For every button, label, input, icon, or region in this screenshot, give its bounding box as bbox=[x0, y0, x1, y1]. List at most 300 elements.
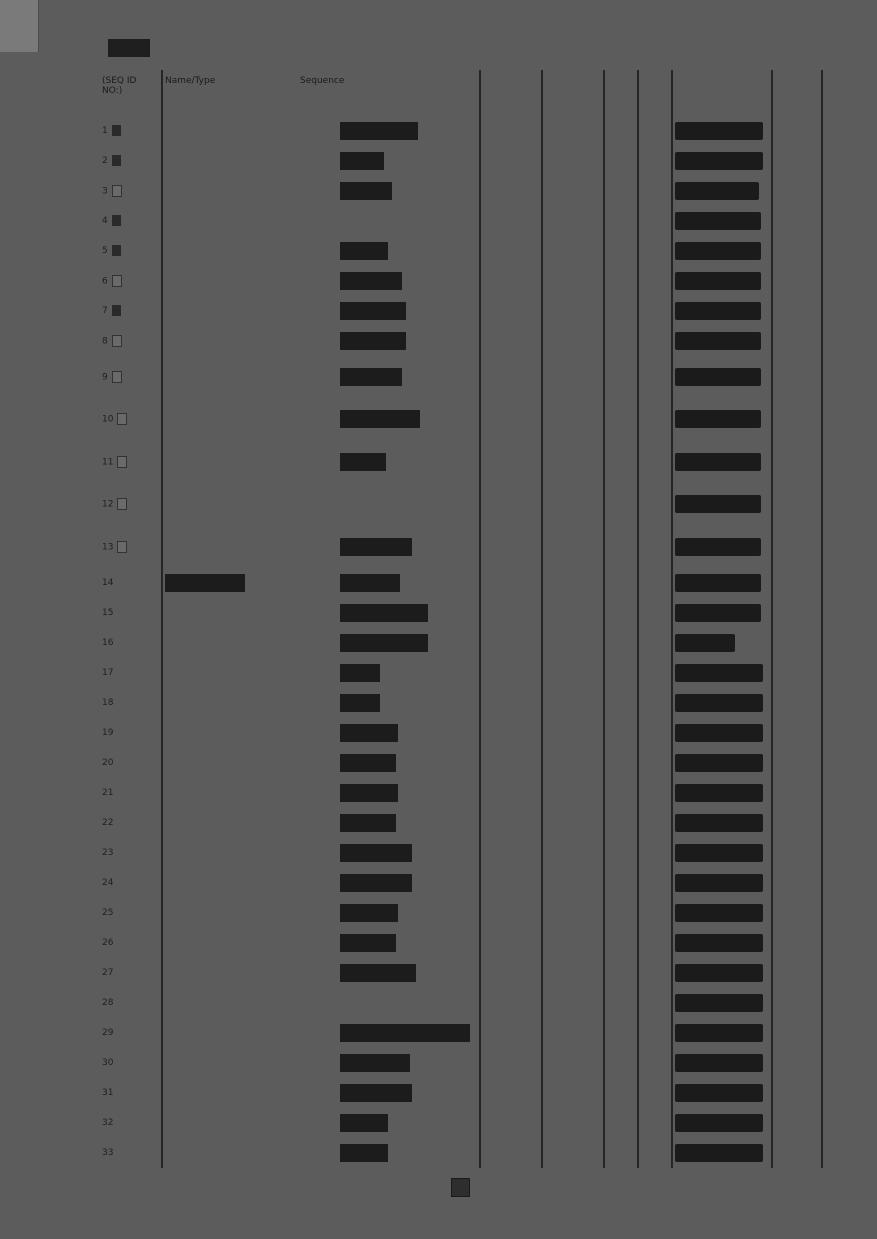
row-value-f bbox=[772, 628, 822, 658]
row-value-f bbox=[772, 146, 822, 176]
row-value-a bbox=[480, 483, 542, 525]
row-id: 7 bbox=[102, 306, 108, 317]
row-id-cell bbox=[100, 928, 162, 958]
row-name-cell bbox=[162, 1108, 298, 1138]
row-value-c bbox=[604, 206, 638, 236]
row-name-cell bbox=[162, 526, 298, 568]
row-value-a bbox=[480, 206, 542, 236]
row-value-d bbox=[638, 658, 672, 688]
sequence-redaction bbox=[340, 332, 406, 350]
row-value-f bbox=[772, 1108, 822, 1138]
row-name-cell bbox=[162, 898, 298, 928]
row-marker-icon bbox=[117, 456, 127, 468]
row-value-f bbox=[772, 398, 822, 440]
row-name-cell bbox=[162, 326, 298, 356]
row-bar bbox=[675, 934, 763, 952]
page-marker-icon[interactable] bbox=[451, 1178, 470, 1197]
document-thumbnail[interactable] bbox=[0, 0, 39, 52]
row-value-f bbox=[772, 526, 822, 568]
row-value-f bbox=[772, 658, 822, 688]
table-row bbox=[100, 808, 822, 838]
row-value-c bbox=[604, 116, 638, 146]
header-col-a bbox=[480, 70, 542, 116]
row-value-b bbox=[542, 808, 604, 838]
row-name-cell bbox=[162, 356, 298, 398]
row-bar-cell bbox=[672, 1138, 772, 1168]
row-sequence-cell bbox=[298, 628, 480, 658]
row-value-f bbox=[772, 1138, 822, 1168]
row-value-b bbox=[542, 928, 604, 958]
row-value-d bbox=[638, 688, 672, 718]
sequence-redaction bbox=[340, 272, 402, 290]
sequence-redaction bbox=[340, 754, 396, 772]
row-sequence-cell bbox=[298, 1138, 480, 1168]
row-bar-cell bbox=[672, 1078, 772, 1108]
header-col-c bbox=[604, 70, 638, 116]
row-name-cell bbox=[162, 206, 298, 236]
row-name-cell bbox=[162, 568, 298, 598]
row-value-d bbox=[638, 296, 672, 326]
row-name-cell bbox=[162, 176, 298, 206]
row-value-d bbox=[638, 356, 672, 398]
row-value-a bbox=[480, 296, 542, 326]
table-row bbox=[100, 266, 822, 296]
row-bar-cell bbox=[672, 868, 772, 898]
sequence-redaction bbox=[340, 1024, 470, 1042]
row-value-c bbox=[604, 296, 638, 326]
row-value-b bbox=[542, 236, 604, 266]
row-name-cell bbox=[162, 838, 298, 868]
row-bar bbox=[675, 242, 761, 260]
row-value-a bbox=[480, 988, 542, 1018]
sequence-redaction bbox=[340, 453, 386, 471]
row-value-d bbox=[638, 748, 672, 778]
row-value-b bbox=[542, 778, 604, 808]
row-id: 19 bbox=[102, 727, 114, 738]
row-bar bbox=[675, 152, 763, 170]
row-id-cell bbox=[100, 838, 162, 868]
sequence-redaction bbox=[340, 724, 398, 742]
row-sequence-cell bbox=[298, 808, 480, 838]
row-sequence-cell bbox=[298, 838, 480, 868]
row-value-a bbox=[480, 398, 542, 440]
row-id-cell bbox=[100, 206, 162, 236]
row-value-f bbox=[772, 598, 822, 628]
row-name-cell bbox=[162, 868, 298, 898]
row-id-cell bbox=[100, 808, 162, 838]
row-value-b bbox=[542, 598, 604, 628]
row-id: 22 bbox=[102, 817, 114, 828]
row-value-b bbox=[542, 526, 604, 568]
row-marker-icon bbox=[112, 335, 122, 347]
row-sequence-cell bbox=[298, 441, 480, 483]
row-bar-cell bbox=[672, 326, 772, 356]
row-value-b bbox=[542, 748, 604, 778]
row-sequence-cell bbox=[298, 958, 480, 988]
sequence-redaction bbox=[340, 634, 428, 652]
row-value-a bbox=[480, 688, 542, 718]
row-value-d bbox=[638, 568, 672, 598]
row-id-cell bbox=[100, 326, 162, 356]
row-bar-cell bbox=[672, 236, 772, 266]
row-marker-icon bbox=[117, 541, 127, 553]
table-row bbox=[100, 206, 822, 236]
sequence-table bbox=[100, 70, 822, 1168]
row-value-c bbox=[604, 658, 638, 688]
table-row bbox=[100, 326, 822, 356]
row-sequence-cell bbox=[298, 658, 480, 688]
row-bar bbox=[675, 844, 763, 862]
row-value-a bbox=[480, 628, 542, 658]
row-id-cell bbox=[100, 526, 162, 568]
row-value-f bbox=[772, 116, 822, 146]
row-id-cell bbox=[100, 146, 162, 176]
row-sequence-cell bbox=[298, 146, 480, 176]
row-id-cell bbox=[100, 658, 162, 688]
row-sequence-cell bbox=[298, 1108, 480, 1138]
row-value-b bbox=[542, 441, 604, 483]
row-value-b bbox=[542, 266, 604, 296]
row-bar-cell bbox=[672, 958, 772, 988]
sequence-redaction bbox=[340, 874, 412, 892]
row-bar-cell bbox=[672, 928, 772, 958]
row-value-f bbox=[772, 356, 822, 398]
row-value-f bbox=[772, 483, 822, 525]
row-bar bbox=[675, 964, 763, 982]
table-header-row bbox=[100, 70, 822, 116]
row-value-d bbox=[638, 1108, 672, 1138]
row-value-d bbox=[638, 1018, 672, 1048]
row-sequence-cell bbox=[298, 1018, 480, 1048]
row-bar bbox=[675, 604, 761, 622]
row-value-d bbox=[638, 206, 672, 236]
row-value-b bbox=[542, 326, 604, 356]
row-id: 33 bbox=[102, 1147, 114, 1158]
table-row bbox=[100, 988, 822, 1018]
sequence-redaction bbox=[340, 904, 398, 922]
row-value-f bbox=[772, 236, 822, 266]
row-id-cell bbox=[100, 1078, 162, 1108]
row-id-cell bbox=[100, 296, 162, 326]
row-value-b bbox=[542, 483, 604, 525]
row-sequence-cell bbox=[298, 568, 480, 598]
sequence-redaction bbox=[340, 694, 380, 712]
row-bar-cell bbox=[672, 598, 772, 628]
row-bar-cell bbox=[672, 483, 772, 525]
sequence-redaction bbox=[340, 664, 380, 682]
row-value-a bbox=[480, 748, 542, 778]
row-sequence-cell bbox=[298, 898, 480, 928]
row-id: 8 bbox=[102, 336, 108, 347]
row-value-b bbox=[542, 176, 604, 206]
row-id: 17 bbox=[102, 667, 114, 678]
row-name-cell bbox=[162, 718, 298, 748]
row-value-d bbox=[638, 176, 672, 206]
row-id-cell bbox=[100, 483, 162, 525]
row-value-b bbox=[542, 146, 604, 176]
row-value-c bbox=[604, 146, 638, 176]
row-bar-cell bbox=[672, 356, 772, 398]
row-id: 14 bbox=[102, 577, 114, 588]
row-value-b bbox=[542, 1108, 604, 1138]
row-bar-cell bbox=[672, 718, 772, 748]
row-value-f bbox=[772, 568, 822, 598]
row-value-b bbox=[542, 1138, 604, 1168]
row-value-f bbox=[772, 748, 822, 778]
sequence-redaction bbox=[340, 152, 384, 170]
row-name-cell bbox=[162, 628, 298, 658]
row-sequence-cell bbox=[298, 266, 480, 296]
row-marker-icon bbox=[117, 413, 127, 425]
row-value-f bbox=[772, 808, 822, 838]
header-col-b bbox=[542, 70, 604, 116]
row-value-c bbox=[604, 898, 638, 928]
row-value-f bbox=[772, 176, 822, 206]
row-value-f bbox=[772, 1018, 822, 1048]
row-value-a bbox=[480, 526, 542, 568]
row-sequence-cell bbox=[298, 868, 480, 898]
row-id-cell bbox=[100, 1138, 162, 1168]
row-id: 30 bbox=[102, 1057, 114, 1068]
header-col-f bbox=[772, 70, 822, 116]
row-id: 28 bbox=[102, 997, 114, 1008]
table-row bbox=[100, 236, 822, 266]
row-value-a bbox=[480, 808, 542, 838]
row-bar bbox=[675, 904, 763, 922]
row-bar-cell bbox=[672, 778, 772, 808]
row-bar bbox=[675, 694, 763, 712]
row-value-c bbox=[604, 526, 638, 568]
row-id: 29 bbox=[102, 1027, 114, 1038]
header-id: (SEQ ID NO:) bbox=[100, 70, 162, 116]
row-bar bbox=[675, 754, 763, 772]
row-marker-icon bbox=[112, 185, 122, 197]
row-value-d bbox=[638, 326, 672, 356]
table-row bbox=[100, 146, 822, 176]
row-value-d bbox=[638, 628, 672, 658]
row-sequence-cell bbox=[298, 296, 480, 326]
row-marker-icon bbox=[112, 245, 121, 256]
table-row bbox=[100, 296, 822, 326]
row-value-b bbox=[542, 988, 604, 1018]
sequence-redaction bbox=[340, 574, 400, 592]
row-bar-cell bbox=[672, 988, 772, 1018]
sequence-redaction bbox=[340, 1084, 412, 1102]
row-name-cell bbox=[162, 1018, 298, 1048]
row-value-c bbox=[604, 718, 638, 748]
row-bar bbox=[675, 634, 735, 652]
row-value-c bbox=[604, 326, 638, 356]
row-marker-icon bbox=[112, 275, 122, 287]
row-value-c bbox=[604, 266, 638, 296]
row-bar bbox=[675, 1114, 763, 1132]
row-id-cell bbox=[100, 266, 162, 296]
row-bar bbox=[675, 212, 761, 230]
row-sequence-cell bbox=[298, 1048, 480, 1078]
row-value-a bbox=[480, 116, 542, 146]
row-value-b bbox=[542, 356, 604, 398]
row-value-f bbox=[772, 718, 822, 748]
row-id: 24 bbox=[102, 877, 114, 888]
row-bar bbox=[675, 410, 761, 428]
row-value-a bbox=[480, 236, 542, 266]
row-id-cell bbox=[100, 441, 162, 483]
row-value-b bbox=[542, 296, 604, 326]
row-sequence-cell bbox=[298, 1078, 480, 1108]
row-value-b bbox=[542, 958, 604, 988]
row-id-cell bbox=[100, 778, 162, 808]
row-value-f bbox=[772, 688, 822, 718]
row-value-a bbox=[480, 356, 542, 398]
table-row bbox=[100, 658, 822, 688]
row-value-a bbox=[480, 778, 542, 808]
row-value-c bbox=[604, 958, 638, 988]
row-id: 32 bbox=[102, 1117, 114, 1128]
row-bar bbox=[675, 495, 761, 513]
row-bar-cell bbox=[672, 898, 772, 928]
row-name-cell bbox=[162, 1138, 298, 1168]
row-bar-cell bbox=[672, 1108, 772, 1138]
sequence-redaction bbox=[340, 784, 398, 802]
row-value-d bbox=[638, 598, 672, 628]
row-value-c bbox=[604, 441, 638, 483]
row-value-f bbox=[772, 441, 822, 483]
row-value-b bbox=[542, 718, 604, 748]
row-value-f bbox=[772, 1078, 822, 1108]
header-sequence: Sequence bbox=[298, 70, 480, 116]
row-value-f bbox=[772, 1048, 822, 1078]
row-name-cell bbox=[162, 146, 298, 176]
row-value-b bbox=[542, 868, 604, 898]
row-bar-cell bbox=[672, 1048, 772, 1078]
row-marker-icon bbox=[112, 371, 122, 383]
row-sequence-cell bbox=[298, 748, 480, 778]
row-id-cell bbox=[100, 1018, 162, 1048]
row-id: 10 bbox=[102, 414, 114, 425]
row-bar bbox=[675, 272, 761, 290]
row-value-c bbox=[604, 1108, 638, 1138]
sequence-redaction bbox=[340, 182, 392, 200]
row-value-c bbox=[604, 1048, 638, 1078]
table-row bbox=[100, 718, 822, 748]
table-row bbox=[100, 526, 822, 568]
redacted-title bbox=[108, 39, 150, 57]
row-bar-cell bbox=[672, 206, 772, 236]
row-id-cell bbox=[100, 958, 162, 988]
row-value-b bbox=[542, 1018, 604, 1048]
row-value-c bbox=[604, 568, 638, 598]
row-value-a bbox=[480, 1108, 542, 1138]
row-id-cell bbox=[100, 868, 162, 898]
row-value-a bbox=[480, 441, 542, 483]
row-value-d bbox=[638, 116, 672, 146]
row-value-c bbox=[604, 356, 638, 398]
row-value-f bbox=[772, 326, 822, 356]
row-id-cell bbox=[100, 236, 162, 266]
row-bar-cell bbox=[672, 296, 772, 326]
table-row bbox=[100, 116, 822, 146]
table-row bbox=[100, 441, 822, 483]
row-value-a bbox=[480, 176, 542, 206]
sequence-redaction bbox=[340, 410, 420, 428]
row-id-cell bbox=[100, 688, 162, 718]
table-body bbox=[100, 116, 822, 1168]
row-marker-icon bbox=[112, 215, 121, 226]
row-value-d bbox=[638, 441, 672, 483]
row-bar-cell bbox=[672, 526, 772, 568]
row-id-cell bbox=[100, 1108, 162, 1138]
row-bar bbox=[675, 574, 761, 592]
row-value-c bbox=[604, 1078, 638, 1108]
row-value-d bbox=[638, 146, 672, 176]
row-bar bbox=[675, 302, 761, 320]
row-name-cell bbox=[162, 928, 298, 958]
sequence-redaction bbox=[340, 1114, 388, 1132]
row-id-cell bbox=[100, 116, 162, 146]
row-name-cell bbox=[162, 688, 298, 718]
row-value-f bbox=[772, 988, 822, 1018]
row-marker-icon bbox=[117, 498, 127, 510]
row-value-a bbox=[480, 868, 542, 898]
row-value-d bbox=[638, 236, 672, 266]
row-value-d bbox=[638, 838, 672, 868]
row-value-f bbox=[772, 898, 822, 928]
row-bar-cell bbox=[672, 398, 772, 440]
row-bar-cell bbox=[672, 748, 772, 778]
row-marker-icon bbox=[112, 125, 121, 136]
row-id-cell bbox=[100, 628, 162, 658]
row-id: 20 bbox=[102, 757, 114, 768]
row-sequence-cell bbox=[298, 326, 480, 356]
table-row bbox=[100, 598, 822, 628]
row-value-d bbox=[638, 928, 672, 958]
row-value-a bbox=[480, 568, 542, 598]
row-value-c bbox=[604, 483, 638, 525]
sequence-redaction bbox=[340, 538, 412, 556]
row-name-cell bbox=[162, 748, 298, 778]
table-row bbox=[100, 748, 822, 778]
row-value-d bbox=[638, 398, 672, 440]
row-sequence-cell bbox=[298, 236, 480, 266]
header-col-e bbox=[672, 70, 772, 116]
row-id-cell bbox=[100, 988, 162, 1018]
row-value-b bbox=[542, 838, 604, 868]
table-row bbox=[100, 176, 822, 206]
row-name-cell bbox=[162, 266, 298, 296]
row-value-f bbox=[772, 958, 822, 988]
row-value-c bbox=[604, 868, 638, 898]
row-value-f bbox=[772, 778, 822, 808]
row-name-cell bbox=[162, 778, 298, 808]
row-id: 15 bbox=[102, 607, 114, 618]
header-col-d bbox=[638, 70, 672, 116]
row-name-cell bbox=[162, 1048, 298, 1078]
row-sequence-cell bbox=[298, 206, 480, 236]
row-sequence-cell bbox=[298, 688, 480, 718]
row-value-a bbox=[480, 1018, 542, 1048]
row-value-d bbox=[638, 988, 672, 1018]
row-id-cell bbox=[100, 718, 162, 748]
row-value-a bbox=[480, 838, 542, 868]
row-id: 6 bbox=[102, 276, 108, 287]
row-value-d bbox=[638, 868, 672, 898]
row-value-c bbox=[604, 1138, 638, 1168]
sequence-redaction bbox=[340, 814, 396, 832]
row-id-cell bbox=[100, 1048, 162, 1078]
row-id-cell bbox=[100, 748, 162, 778]
row-value-c bbox=[604, 838, 638, 868]
row-sequence-cell bbox=[298, 398, 480, 440]
